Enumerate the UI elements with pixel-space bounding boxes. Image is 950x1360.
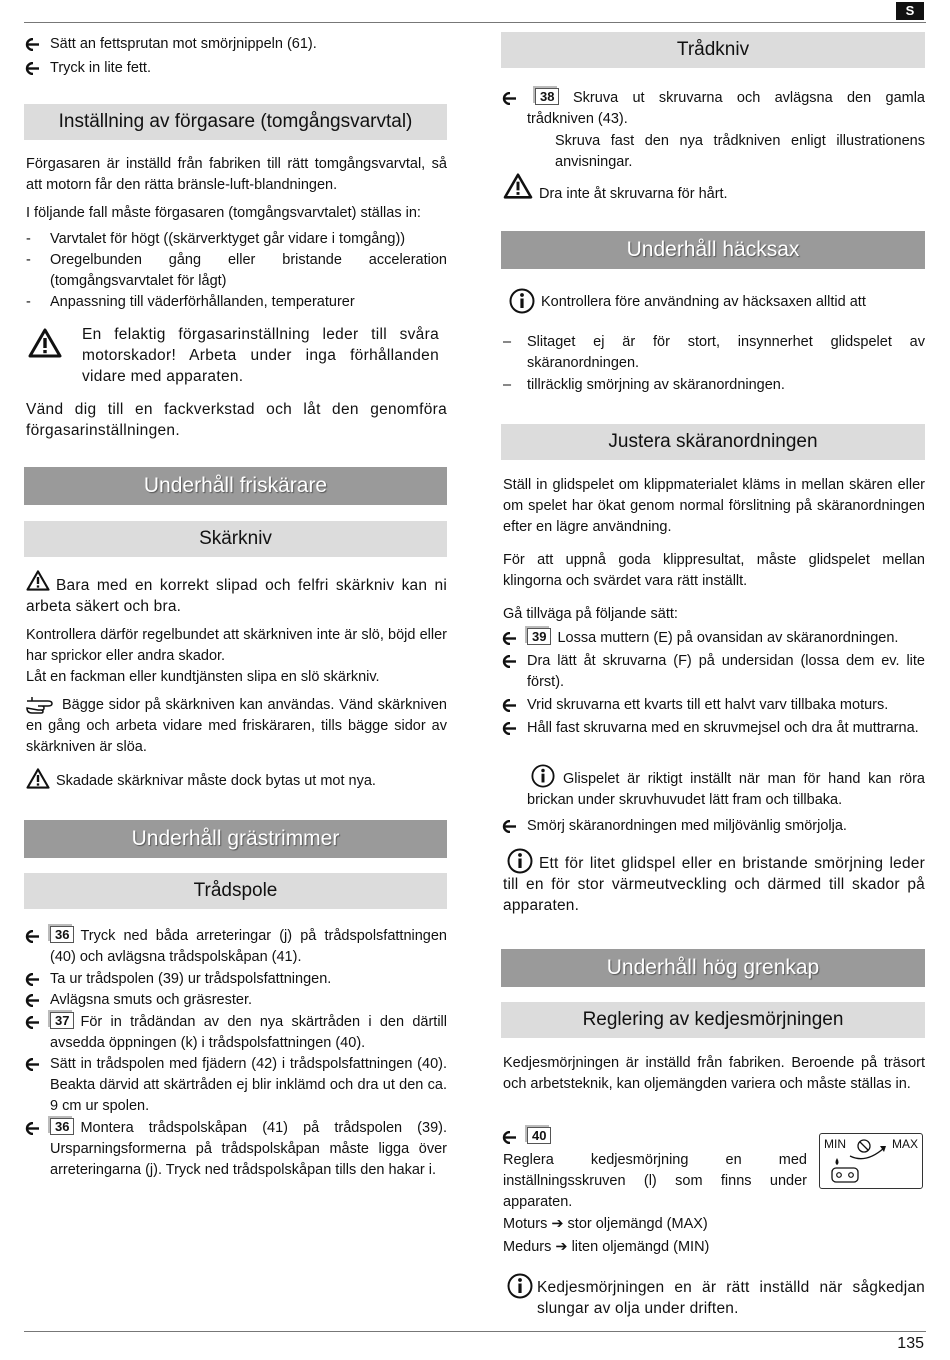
- page-number: 135: [897, 1335, 924, 1352]
- info-text: Glispelet är riktigt inställt när man för hand kan röra brickan under skruvhuvudet lätt fram och tillbaka.: [527, 771, 925, 808]
- language-badge: S: [896, 2, 924, 20]
- max-label: MAX: [892, 1137, 919, 1151]
- paragraph: För att uppnå goda klippresultat, måste glidspelet mellan klingorna och svärdet vara rätt inställt.: [503, 552, 925, 589]
- list-item: Anpassning till väderförhållanden, temperaturer: [50, 294, 355, 310]
- figure-reference: 38: [535, 88, 565, 109]
- direction-line: Medurs ➔ liten oljemängd (MIN): [503, 1239, 710, 1255]
- section-heading: Underhåll grästrimmer: [24, 820, 447, 858]
- arrow-bullet-icon: [24, 1118, 48, 1138]
- paragraph: Kedjesmörjningen är inställd från fabriken. Beroende på träsort och arbetsteknik, kan oljemängden variera och måste ställas in.: [503, 1055, 925, 1092]
- warning-icon: [503, 173, 533, 206]
- paragraph: Gå tillväga på följande sätt:: [503, 606, 678, 622]
- list-item: 36 Tryck ned båda arreteringar (j) på trådspolsfattningen (40) och avlägsna trådspolskåpan (41).: [50, 927, 447, 965]
- arrow-bullet-icon: [24, 58, 48, 78]
- figure-reference: 39: [527, 628, 551, 645]
- pointing-hand-icon: [26, 696, 56, 721]
- dash-marker: -: [26, 294, 31, 310]
- top-rule: [24, 22, 926, 23]
- direction-line: Moturs ➔ stor oljemängd (MAX): [503, 1216, 708, 1232]
- list-item: Slitaget ej är för stort, insynnerhet glidspelet av skäranordningen.: [527, 334, 925, 371]
- info-icon: [507, 1273, 533, 1306]
- oil-can-icon: [820, 1134, 924, 1190]
- subsection-heading: Reglering av kedjesmörjningen: [501, 1002, 925, 1038]
- warning-icon: [28, 328, 62, 365]
- section-heading: Inställning av förgasare (tomgångsvarvtal): [24, 104, 447, 140]
- list-item: Dra lätt åt skruvarna (F) på undersidan (lossa dem ev. lite först).: [527, 653, 925, 690]
- right-arrow-icon: ➔: [555, 1239, 568, 1255]
- arrow-bullet-icon: [24, 1012, 48, 1032]
- section-heading: Underhåll friskärare: [24, 467, 447, 505]
- list-item: 36 Montera trådspolskåpan (41) på trådspolen (39). Ursparningsformerna på trådspolskåpan måste ligga över arreteringarna (j). Tryck ned trådspolskåpan tills den hakar i.: [50, 1119, 447, 1178]
- dash-marker: -: [26, 252, 31, 268]
- info-icon: [509, 288, 535, 321]
- list-item-continuation: Skruva fast den nya trådkniven enligt illustrationens anvisningar.: [555, 133, 925, 170]
- section-heading: Underhåll hög grenkap: [501, 949, 925, 987]
- list-item: Sätt in trådspolen med fjädern (42) i trådspolsfattningen (40). Beakta därvid att skärtråden ej blir inklämd och dra ut den ca. 9 cm ur spolen.: [50, 1056, 447, 1114]
- list-item: Skruva ut skruvarna och avlägsna den gamla trådkniven (43).: [527, 90, 925, 127]
- arrow-bullet-icon: [24, 990, 48, 1010]
- subsection-heading: Skärkniv: [24, 521, 447, 557]
- figure-reference: 40: [527, 1127, 557, 1148]
- arrow-bullet-icon: [24, 926, 48, 946]
- dash-marker: -: [26, 231, 31, 247]
- min-label: MIN: [824, 1137, 846, 1151]
- list-item: tillräcklig smörjning av skäranordningen.: [527, 377, 785, 393]
- warning-text: Skadade skärknivar måste dock bytas ut mot nya.: [56, 773, 376, 789]
- section-heading: Justera skäranordningen: [501, 424, 925, 460]
- paragraph: Ställ in glidspelet om klippmaterialet kläms in mellan skären eller om spelet har ökat genom normal förslitning på skäranordningen efter en lägre användning.: [503, 477, 925, 535]
- info-text: Kontrollera före användning av häcksaxen alltid att: [541, 294, 866, 310]
- bottom-rule: [24, 1331, 926, 1332]
- list-item: Oregelbunden gång eller bristande acceleration (tomgångsvarvtalet för lågt): [50, 252, 447, 289]
- list-item: Sätt an fettsprutan mot smörjnippeln (61).: [50, 36, 317, 52]
- list-item: Avlägsna smuts och gräsrester.: [50, 992, 253, 1008]
- list-item: Ta ur trådspolen (39) ur trådspolsfattningen.: [50, 971, 332, 987]
- arrow-bullet-icon: [501, 88, 525, 108]
- arrow-bullet-icon: [24, 969, 48, 989]
- oil-adjust-figure: [819, 1133, 923, 1189]
- paragraph: Förgasaren är inställd från fabriken till rätt tomgångsvarvtal, så att motorn får den rätta bränsle-luft-blandningen.: [26, 156, 447, 193]
- arrow-bullet-icon: [501, 628, 525, 648]
- list-item: 37 För in trådändan av den nya skärtråden i den därtill avsedda öppningen (k) i trådspolsfattningen (40).: [50, 1013, 447, 1051]
- arrow-bullet-icon: [501, 718, 525, 738]
- note-text: Bägge sidor på skärkniven kan användas. Vänd skärkniven en gång och arbeta vidare med friskäraren, tills bägge sidor av skärkniven är slöa.: [26, 697, 447, 755]
- list-item: Smörj skäranordningen med miljövänlig smörjolja.: [527, 818, 847, 834]
- info-text: Kedjesmörjningen en är rätt inställd när sågkedjan slungar av olja under driften.: [537, 1279, 925, 1317]
- paragraph: I följande fall måste förgasaren (tomgångsvarvtalet) ställas in:: [26, 205, 421, 221]
- list-item: Vrid skruvarna ett kvarts till ett halvt varv tillbaka moturs.: [527, 697, 889, 713]
- warning-icon: [26, 768, 50, 796]
- arrow-bullet-icon: [501, 816, 525, 836]
- section-heading: Underhåll häcksax: [501, 231, 925, 269]
- info-text: Ett för litet glidspel eller en bristande smörjning leder till en för stor värmeutveckling och därmed till skador på apparaten.: [503, 855, 925, 914]
- dash-marker: –: [503, 377, 512, 393]
- arrow-bullet-icon: [501, 1127, 525, 1147]
- list-item: Tryck in lite fett.: [50, 60, 151, 76]
- arrow-bullet-icon: [501, 651, 525, 671]
- paragraph: Låt en fackman eller kundtjänsten slipa en slö skärkniv.: [26, 669, 380, 685]
- list-item: Varvtalet för högt ((skärverktyget går vidare i tomgång)): [50, 231, 406, 247]
- figure-reference: 36: [50, 1118, 74, 1135]
- figure-reference: 37: [50, 1012, 74, 1029]
- right-arrow-icon: ➔: [551, 1216, 564, 1232]
- subsection-heading: Trådspole: [24, 873, 447, 909]
- arrow-bullet-icon: [24, 1054, 48, 1074]
- arrow-bullet-icon: [24, 34, 48, 54]
- paragraph: Kontrollera därför regelbundet att skärkniven inte är slö, böjd eller har sprickor eller andra skador.: [26, 627, 447, 664]
- section-heading: Trådkniv: [501, 32, 925, 68]
- warning-text: En felaktig förgasarinställning leder till svåra motorskador! Arbeta under inga förhållanden vidare med apparaten.: [82, 326, 439, 385]
- paragraph: Reglera kedjesmörjning en med inställningsskruven (l) som finns under apparaten.: [503, 1152, 807, 1210]
- warning-text: Bara med en korrekt slipad och felfri skärkniv kan ni arbeta säkert och bra.: [26, 577, 447, 615]
- warning-text: Dra inte åt skruvarna för hårt.: [539, 186, 728, 202]
- figure-reference: 36: [50, 926, 74, 943]
- list-item: Håll fast skruvarna med en skruvmejsel och dra åt muttrarna.: [527, 720, 919, 736]
- dash-marker: –: [503, 334, 512, 350]
- list-item: 39 Lossa muttern (E) på ovansidan av skäranordningen.: [527, 628, 925, 649]
- paragraph: Vänd dig till en fackverkstad och låt den genomföra förgasarinställningen.: [26, 401, 447, 439]
- arrow-bullet-icon: [501, 695, 525, 715]
